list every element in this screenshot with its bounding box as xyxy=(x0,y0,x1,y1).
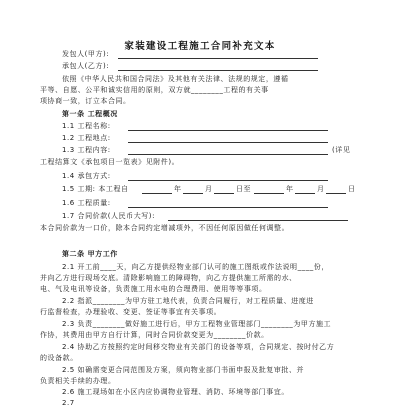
art1-4-line xyxy=(128,180,328,181)
art1-5-day1-line xyxy=(214,193,234,194)
art2-2-line-2: 行监督检查，办理验收、变更、签证等事宜有关事项。 xyxy=(40,308,222,316)
article-2-heading: 第二条 甲方工作 xyxy=(62,250,118,258)
preamble-line-1: 依照《中华人民共和国合同法》及其他有关法律、法规的规定，遵循 xyxy=(62,75,289,83)
art1-price-note: 本合同价款为一口价，除本合同约定增减项外，不因任何原因做任何调整。 xyxy=(40,224,290,232)
art1-3-continuation: 工程结算文《承包项目一览表》见附件)。 xyxy=(40,158,180,166)
art1-3-line xyxy=(128,154,328,155)
party-b-label: 承包人(乙方): xyxy=(62,62,110,70)
art1-5-month1: 月 xyxy=(205,185,213,193)
art1-5-month2: 月 xyxy=(317,185,325,193)
art1-4-contract-method: 1.4 承包方式: xyxy=(62,172,111,180)
art2-2-line-1: 2.2 指派________为甲方驻工地代表，负责合同履行，对工程质量、进度进 xyxy=(62,297,314,305)
art1-5-year1-line xyxy=(142,193,172,194)
preamble-line-3: 项协商一致，订立本合同。 xyxy=(40,97,131,105)
art1-1-line xyxy=(128,130,328,131)
article-1-heading: 第一条 工程概况 xyxy=(62,110,118,118)
party-b-line xyxy=(118,70,318,71)
art2-3-line-2: 作协，其费用由甲方自行计算，同时合同价款变更为________价款。 xyxy=(40,331,269,339)
art1-5-year2-line xyxy=(254,193,284,194)
art1-5-month1-line xyxy=(183,193,203,194)
art1-5-duration-label: 1.5 工期: 本工程自 xyxy=(62,185,129,193)
art1-5-day1: 日至 xyxy=(236,185,252,193)
art1-3-tail: (详见 xyxy=(332,146,351,154)
party-a-label: 发包人(甲方): xyxy=(62,50,110,58)
art1-7-line xyxy=(168,220,348,221)
art2-4-line-1: 2.4 协助乙方按照约定时间移交物业有关部门的设备等项，合同规定、按时付乙方 xyxy=(62,343,335,351)
art1-1-project-name: 1.1 工程名称: xyxy=(62,122,111,130)
art2-1-line-3: 电、气及电讯等设备，负责施工用水电的合理费用、使用等等事项。 xyxy=(40,285,267,293)
party-a-line xyxy=(118,58,318,59)
art1-5-day2-line xyxy=(326,193,346,194)
art1-2-project-location: 1.2 工程地点: xyxy=(62,134,111,142)
art1-5-year2: 年 xyxy=(286,185,294,193)
art2-1-line-1: 2.1 开工前____天，向乙方提供经物业部门认可的施工图纸或作法说明____份， xyxy=(62,263,329,271)
art1-2-line xyxy=(128,142,328,143)
art2-3-line-1: 2.3 负责________做好施工进行后，甲方工程物业管理部门________为甲方施工 xyxy=(62,320,332,328)
art2-5-line-1: 2.5 如确需变更合同范围及方案，须向物业部门书面申报及批复审批、并 xyxy=(62,366,305,374)
art2-4-line-2: 的设备款。 xyxy=(40,354,78,362)
art1-5-day2: 日 xyxy=(348,185,356,193)
art2-7-line: 2.7 xyxy=(62,399,75,407)
art1-7-contract-price: 1.7 合同价款(人民币大写): xyxy=(62,212,155,220)
art2-5-line-2: 负责相关手续的办理。 xyxy=(40,377,116,385)
art1-5-month2-line xyxy=(295,193,315,194)
preamble-line-2: 平等、自愿、公平和诚实信用的原则，双方就________工程的有关事 xyxy=(40,86,269,94)
art1-5-year1: 年 xyxy=(174,185,182,193)
art2-1-line-2: 并向乙方进行现场交底。清除影响施工的障碍物，向乙方提供施工所需的水、 xyxy=(40,274,297,282)
art1-6-line xyxy=(128,207,328,208)
art1-6-quality: 1.6 工程质量: xyxy=(62,199,111,207)
document-title: 家装建设工程施工合同补充文本 xyxy=(124,41,276,52)
art1-3-project-content: 1.3 工程内容: xyxy=(62,146,111,154)
art2-6-line: 2.6 施工现场如在小区内应协调物业管理、消防、环境等部门事宜。 xyxy=(62,388,289,396)
